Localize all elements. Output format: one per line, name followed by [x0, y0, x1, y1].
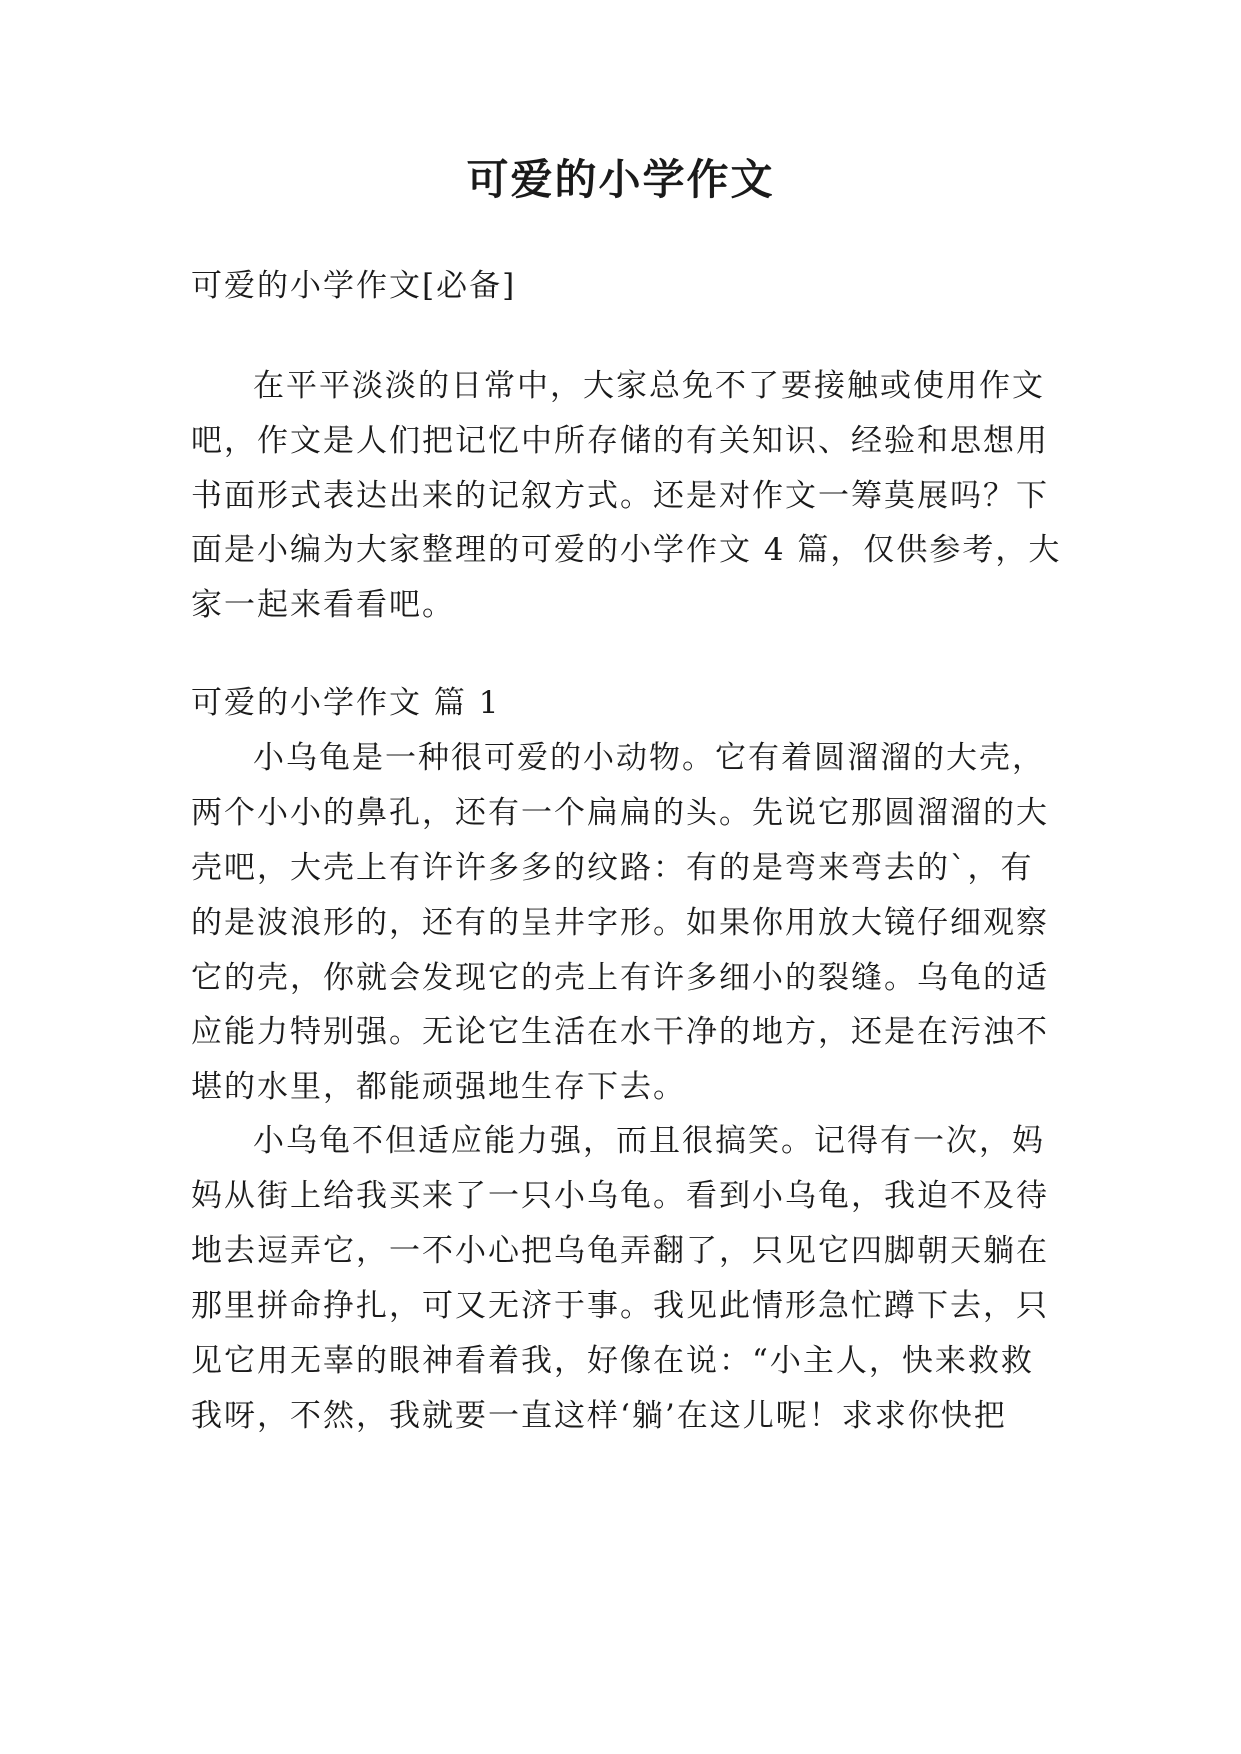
paragraph-line: 那里拼命挣扎，可又无济于事。我见此情形急忙蹲下去，只 [191, 1288, 1049, 1324]
intro-line: 面是小编为大家整理的可爱的小学作文 4 篇，仅供参考，大 [191, 532, 1062, 568]
paragraph-line: 它的壳，你就会发现它的壳上有许多细小的裂缝。乌龟的适 [191, 960, 1049, 996]
paragraph-line: 小乌龟不但适应能力强，而且很搞笑。记得有一次，妈 [253, 1123, 1045, 1159]
intro-line: 在平平淡淡的日常中，大家总免不了要接触或使用作文 [253, 368, 1045, 404]
paragraph-line: 地去逗弄它，一不小心把乌龟弄翻了，只见它四脚朝天躺在 [191, 1233, 1049, 1269]
paragraph-line: 的是波浪形的，还有的呈井字形。如果你用放大镜仔细观察 [191, 905, 1049, 941]
paragraph-line: 见它用无辜的眼神看着我，好像在说：“小主人，快来救救 [191, 1343, 1034, 1379]
intro-line: 书面形式表达出来的记叙方式。还是对作文一筹莫展吗？下 [191, 478, 1049, 514]
paragraph-line: 妈从街上给我买来了一只小乌龟。看到小乌龟，我迫不及待 [191, 1178, 1049, 1214]
intro-line: 家一起来看看吧。 [191, 587, 455, 623]
paragraph-line: 我呀，不然，我就要一直这样‘躺’在这儿呢！求求你快把 [191, 1398, 1007, 1434]
paragraph-line: 两个小小的鼻孔，还有一个扁扁的头。先说它那圆溜溜的大 [191, 795, 1049, 831]
paragraph-line: 壳吧，大壳上有许许多多的纹路：有的是弯来弯去的`，有 [191, 850, 1034, 886]
intro-line: 吧，作文是人们把记忆中所存储的有关知识、经验和思想用 [191, 423, 1049, 459]
paragraph-line: 小乌龟是一种很可爱的小动物。它有着圆溜溜的大壳， [253, 740, 1045, 776]
document-subtitle: 可爱的小学作文[必备] [191, 268, 517, 304]
section-heading: 可爱的小学作文 篇 1 [191, 685, 501, 721]
paragraph-line: 应能力特别强。无论它生活在水干净的地方，还是在污浊不 [191, 1014, 1049, 1050]
paragraph-line: 堪的水里，都能顽强地生存下去。 [191, 1069, 686, 1105]
document-title: 可爱的小学作文 [466, 155, 775, 204]
